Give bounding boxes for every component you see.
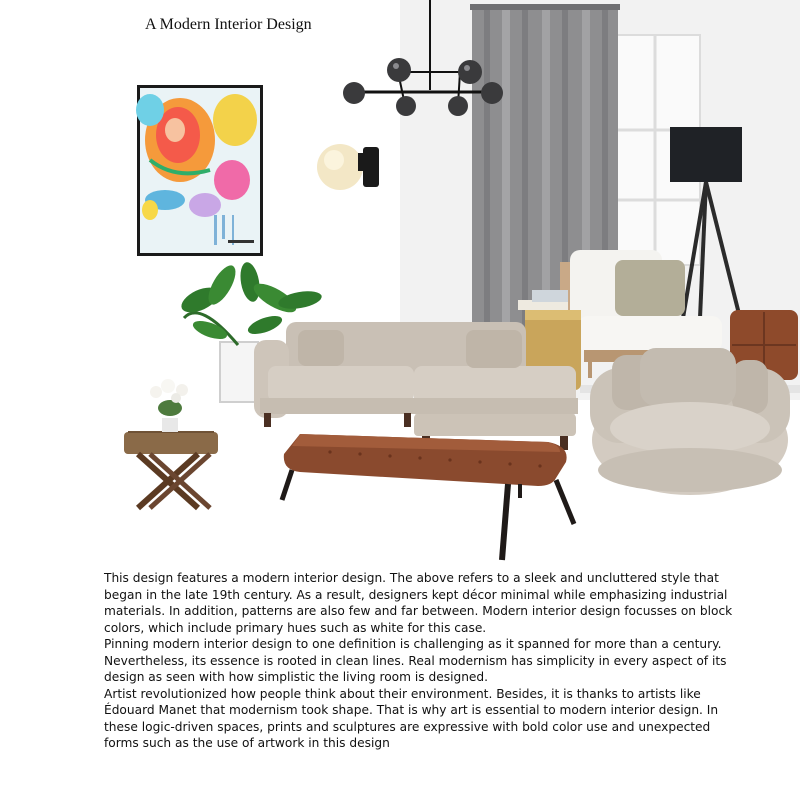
description-paragraph-3: Artist revolutionized how people think about their environment. Besides, it is thanks to artists like Édouard Manet that modernism took shape. That is why art is essential to modern interior design. In these logic-driven spaces, prints and sculptures are expressive with bold color use and unexpected forms such as the use of artwork in this design	[104, 686, 719, 750]
board-title: A Modern Interior Design	[145, 16, 312, 33]
abstract-painting	[136, 85, 263, 256]
swivel-chair	[590, 348, 790, 495]
wall-sconce	[317, 144, 379, 190]
description-paragraph-2: Pinning modern interior design to one definition is challenging as it spanned for more than a century. Nevertheless, its essence is rooted in clean lines. Real modernism has simplicity in every aspect of its design as seen with how simplistic the living room is designed.	[104, 637, 727, 684]
description-paragraph-1: This design features a modern interior design. The above refers to a sleek and uncluttered style that began in the late 19th century. As a result, designers kept décor minimal while emphasizing industrial materials. In addition, patterns are also few and far between. Modern interior design focusses on block colors, which include primary hues such as white for this case.	[104, 571, 733, 635]
woven-stool	[124, 379, 218, 508]
design-description	[104, 570, 744, 752]
leather-bench	[282, 434, 574, 560]
